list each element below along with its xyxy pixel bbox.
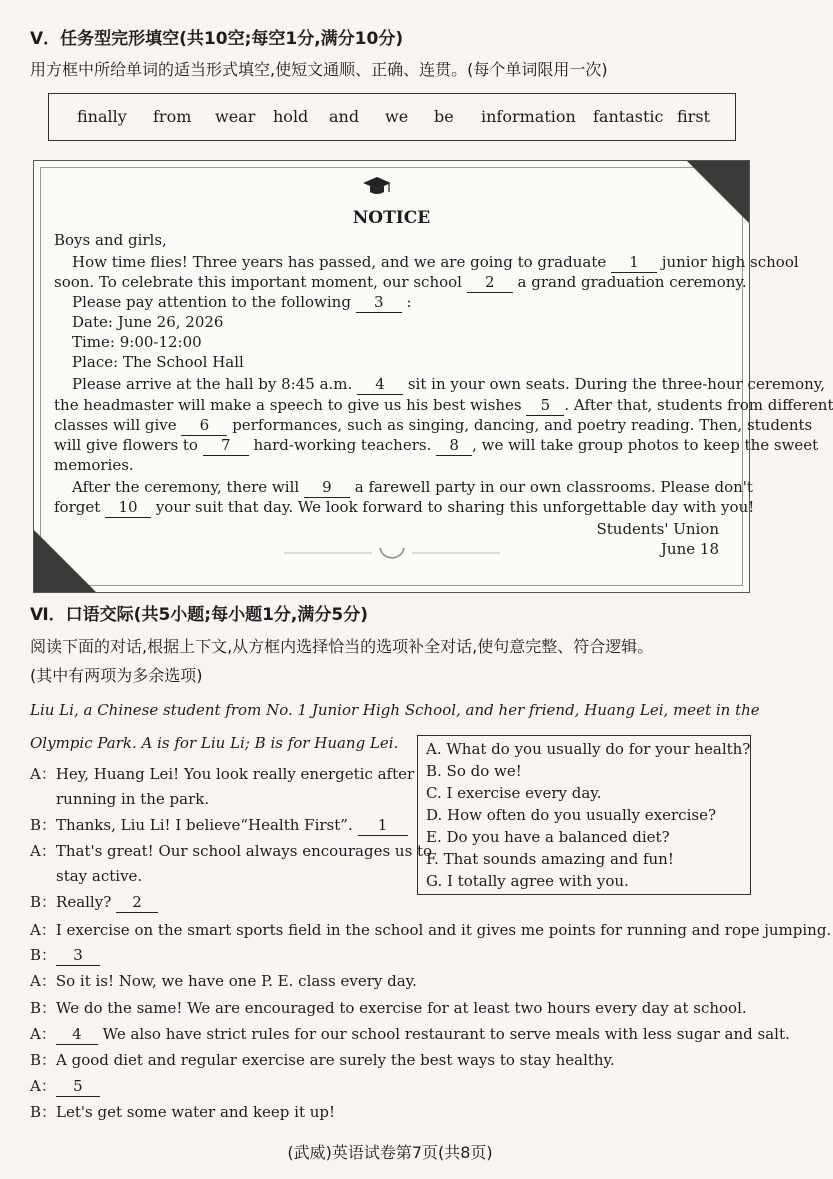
dialogue-line: stay active. — [56, 867, 143, 885]
word-bank-item: information — [481, 107, 576, 126]
section6-title: Ⅵ．口语交际(共5小题;每小题1分,满分5分) — [30, 605, 368, 625]
notice-signature: Students' Union — [596, 520, 719, 538]
page-footer: (武威)英语试卷第7页(共8页) — [287, 1143, 493, 1162]
word-bank-item: and — [329, 107, 360, 126]
answer-blank[interactable]: 2 — [116, 892, 158, 913]
notice-line: the headmaster will make a speech to give us his best wishes 5 . After that, students from different — [54, 396, 833, 414]
notice-line: forget 10 your suit that day. We look forward to sharing this unforgettable day with you! — [54, 498, 755, 516]
dialogue-line: B： 3 — [30, 945, 100, 966]
word-bank-item: finally — [77, 107, 127, 126]
section5-title: Ⅴ．任务型完形填空(共10空;每空1分,满分10分) — [30, 29, 404, 49]
notice-line: memories. — [54, 456, 134, 474]
dialogue-line: B：We do the same! We are encouraged to exercise for at least two hours every day at school. — [30, 999, 747, 1017]
dialogue-line: B：Thanks, Liu Li! I believe“Health First”. 1 — [30, 815, 408, 836]
dialogue-line: B：Let's get some water and keep it up! — [30, 1103, 336, 1121]
option-item: E. Do you have a balanced diet? — [426, 828, 670, 846]
notice-sign-date: June 18 — [660, 540, 719, 558]
option-item: C. I exercise every day. — [426, 784, 602, 802]
answer-blank[interactable]: 3 — [356, 292, 402, 313]
answer-blank[interactable]: 6 — [181, 415, 227, 436]
notice-time: Time: 9:00-12:00 — [72, 333, 202, 351]
notice-line: soon. To celebrate this important moment, our school 2 a grand graduation ceremony. — [54, 273, 747, 291]
answer-blank[interactable]: 3 — [56, 945, 100, 966]
answer-blank[interactable]: 1 — [358, 815, 408, 836]
dialogue-line: B：Really? 2 — [30, 892, 158, 913]
answer-blank[interactable]: 5 — [526, 395, 564, 416]
dialogue-line: A：That's great! Our school always encourages us to — [30, 842, 433, 860]
answer-blank[interactable]: 2 — [467, 272, 513, 293]
answer-blank[interactable]: 5 — [56, 1076, 100, 1097]
notice-line: classes will give 6 performances, such as singing, dancing, and poetry reading. Then, students — [54, 416, 813, 434]
word-bank-item: we — [385, 107, 409, 126]
dialogue-context: Olympic Park. A is for Liu Li; B is for Huang Lei. — [30, 734, 399, 752]
option-item: F. That sounds amazing and fun! — [426, 850, 674, 868]
word-bank-item: fantastic — [593, 107, 664, 126]
section6-instruction: 阅读下面的对话,根据上下文,从方框内选择恰当的选项补全对话,使句意完整、符合逻辑。 — [30, 637, 654, 656]
answer-blank[interactable]: 8 — [436, 435, 472, 456]
word-bank-item: hold — [273, 107, 309, 126]
dialogue-line: A：So it is! Now, we have one P. E. class every day. — [30, 972, 417, 990]
notice-place: Place: The School Hall — [72, 353, 244, 371]
word-bank-item: first — [677, 107, 710, 126]
notice-line: Please arrive at the hall by 8:45 a.m. 4 sit in your own seats. During the three-hour ceremony, — [72, 375, 826, 393]
notice-date: Date: June 26, 2026 — [72, 313, 224, 331]
answer-blank[interactable]: 7 — [203, 435, 249, 456]
options-box — [417, 735, 751, 895]
option-item: A. What do you usually do for your health? — [426, 740, 751, 758]
answer-blank[interactable]: 4 — [56, 1024, 98, 1045]
answer-blank[interactable]: 9 — [304, 477, 350, 498]
notice-line: After the ceremony, there will 9 a farewell party in our own classrooms. Please don't — [72, 478, 753, 496]
dialogue-context: Liu Li, a Chinese student from No. 1 Junior High School, and her friend, Huang Lei, meet in the — [30, 701, 760, 719]
notice-line: How time flies! Three years has passed, and we are going to graduate 1 junior high school — [72, 253, 799, 271]
ornament-divider-icon — [284, 545, 500, 561]
word-bank-item: be — [434, 107, 454, 126]
section6-instruction-note: (其中有两项为多余选项) — [30, 666, 203, 685]
graduation-cap-icon — [362, 175, 392, 199]
corner-decoration — [34, 530, 96, 592]
dialogue-line: A： 5 — [30, 1076, 100, 1097]
notice-line: will give flowers to 7 hard-working teachers. 8 , we will take group photos to keep the sweet — [54, 436, 819, 454]
option-item: D. How often do you usually exercise? — [426, 806, 716, 824]
notice-line: Please pay attention to the following 3 : — [72, 293, 412, 311]
notice-title: NOTICE — [352, 208, 431, 228]
dialogue-line: A：Hey, Huang Lei! You look really energetic after — [30, 765, 415, 783]
notice-card — [33, 160, 833, 593]
section5-instruction: 用方框中所给单词的适当形式填空,使短文通顺、正确、连贯。(每个单词限用一次) — [30, 60, 608, 79]
answer-blank[interactable]: 10 — [105, 497, 151, 518]
answer-blank[interactable]: 1 — [611, 252, 657, 273]
dialogue-line: running in the park. — [56, 790, 210, 808]
answer-blank[interactable]: 4 — [357, 374, 403, 395]
option-item: G. I totally agree with you. — [426, 872, 629, 890]
dialogue-line: B：A good diet and regular exercise are surely the best ways to stay healthy. — [30, 1051, 615, 1069]
dialogue-line: A：I exercise on the smart sports field in the school and it gives me points for running and rope jumping. — [30, 921, 832, 939]
notice-greeting: Boys and girls, — [54, 231, 167, 249]
dialogue-line: A： 4 We also have strict rules for our school restaurant to serve meals with less sugar and salt. — [30, 1025, 790, 1043]
word-bank-item: wear — [215, 107, 256, 126]
word-bank-item: from — [153, 107, 192, 126]
word-bank-box — [48, 93, 736, 141]
option-item: B. So do we! — [426, 762, 522, 780]
